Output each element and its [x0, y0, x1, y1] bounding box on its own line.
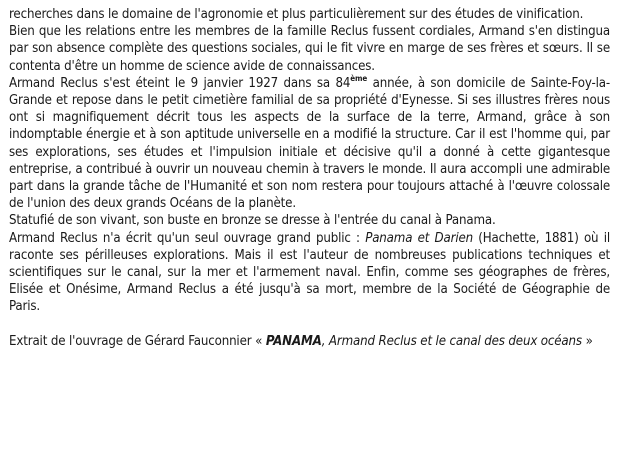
- source-citation: [9, 333, 610, 350]
- book-title-panama-darien: Panama et Darien: [365, 230, 474, 246]
- paragraph-spacer: [9, 316, 610, 333]
- citation-suffix: »: [581, 333, 593, 349]
- paragraph-vinification: recherches dans le domaine de l'agronomie et plus particulièrement sur des études de vinification.: [9, 7, 584, 22]
- death-text-start: Armand Reclus s'est éteint le 9 janvier 1927 dans sa 84: [9, 75, 351, 91]
- cited-book-title-rest: , Armand Reclus et le canal des deux océans: [321, 333, 582, 349]
- ordinal-superscript: ème: [350, 73, 368, 83]
- paragraph-death: [9, 75, 610, 213]
- paragraph-publications: [9, 230, 610, 316]
- paragraph-family-relations: Bien que les relations entre les membres de la famille Reclus fussent cordiales, Armand s'en distingua par son absence complète des questions sociales, qui le fit vivre en marge de ses frères et sœurs. Il se contenta d'être un homme de science avide de connaissances.: [9, 24, 610, 74]
- publications-text-rest: (Hachette, 1881) où il raconte ses périlleuses explorations. Mais il est l'auteur de nombreuses publications techniques et scientifiques sur le canal, sur la mer et l'armement naval. Enfin, comme ses géographes de frères, Elisée et Onésime, Armand Reclus a été jusqu'à sa mort, membre de la Société de Géographie de Paris.: [9, 230, 610, 315]
- paragraph-statue: Statufié de son vivant, son buste en bronze se dresse à l'entrée du canal à Panama.: [9, 213, 496, 229]
- publications-text-start: Armand Reclus n'a écrit qu'un seul ouvrage grand public :: [9, 230, 366, 246]
- death-text-rest: année, à son domicile de Sainte-Foy-la-Grande et repose dans le petit cimetière familial de sa propriété d'Eynesse. Si ses illustres frères nous ont si magnifiquement décrit tous les aspects de la surface de la terre, Armand, grâce à son indomptable énergie et à son aptitude universelle en a modifié la structure. Car il est l'homme qui, par ses explorations, ses études et l'impulsion initiale et décisive qu'il a donné à cette gigantesque entreprise, a contribué à ouvrir un nouveau chemin à travers le monde. Il aura accompli une admirable part dans la grande tâche de l'Humanité et son nom restera pour toujours attaché à l'œuvre colossale de l'union des deux grands Océans de la planète.: [9, 75, 610, 212]
- citation-prefix: Extrait de l'ouvrage de Gérard Fauconnier «: [9, 333, 266, 349]
- cited-book-title-bold: PANAMA: [265, 333, 322, 349]
